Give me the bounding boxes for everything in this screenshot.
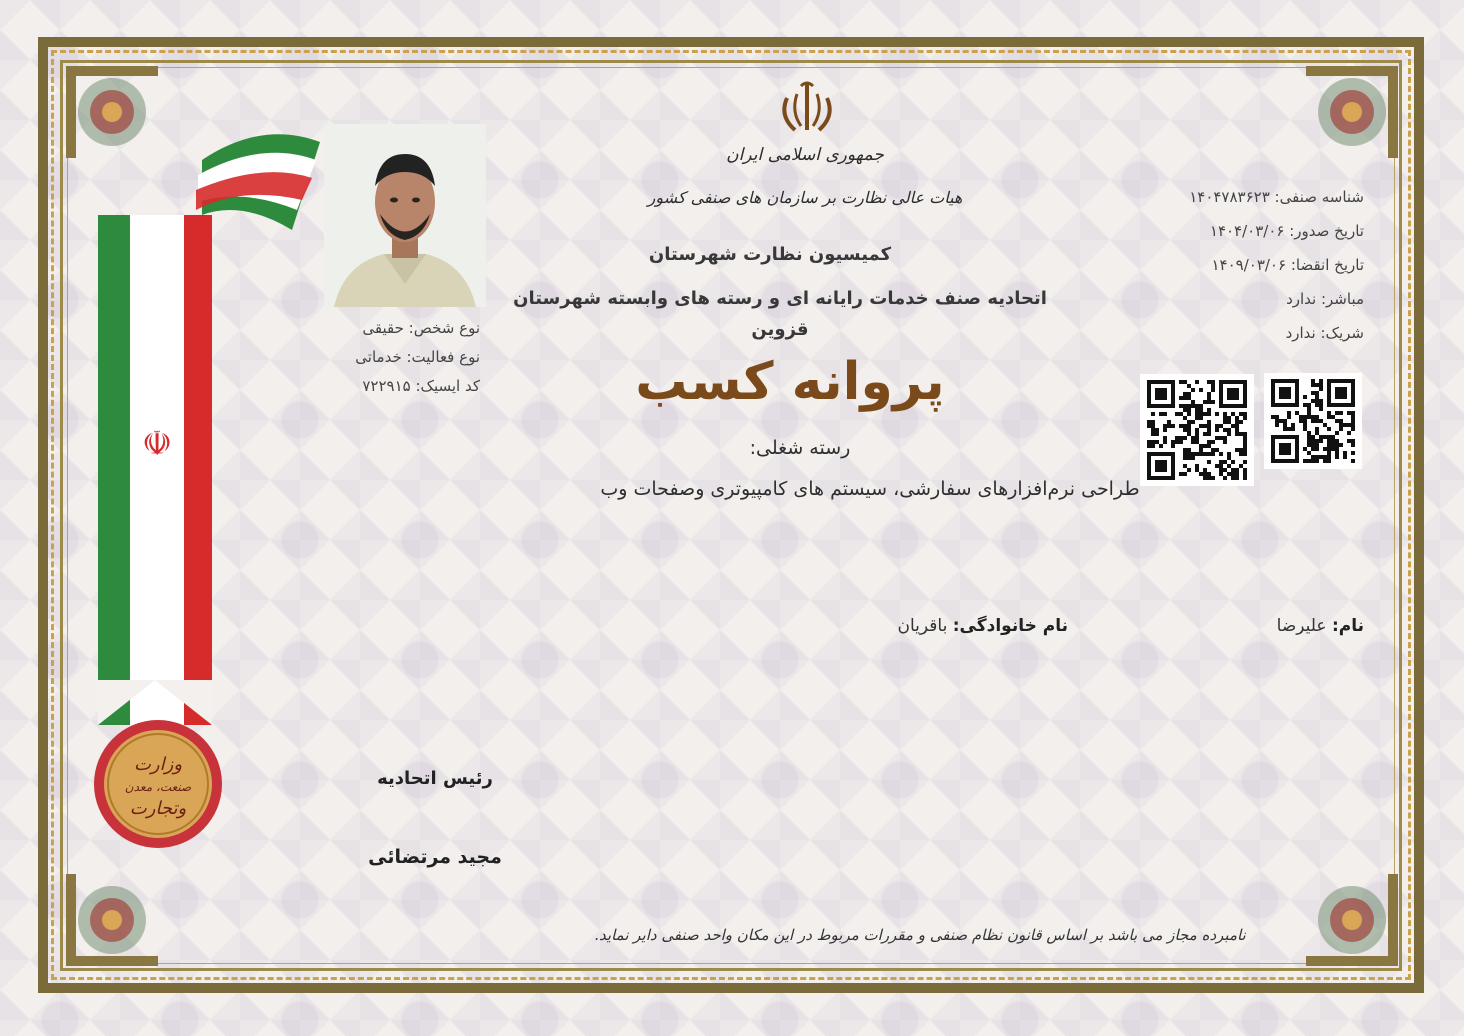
svg-text:☫: ☫	[141, 424, 173, 464]
footer-note: نامبرده مجاز می باشد بر اساس قانون نظام صنفی و مقررات مربوط در این مکان واحد صنفی دایر نماید.	[594, 926, 1246, 944]
first-name-label: نام:	[1331, 616, 1364, 636]
first-name	[1277, 616, 1364, 636]
chair-title: رئیس اتحادیه	[377, 768, 493, 789]
union-line-1: اتحادیه صنف خدمات رایانه ای و رسته های وابسته شهرستان	[513, 288, 1047, 309]
svg-text:صنعت، معدن: صنعت، معدن	[124, 780, 192, 794]
iran-emblem-icon	[773, 80, 841, 138]
business-field-label: رسته شغلی:	[749, 437, 851, 459]
chair-name: مجید مرتضائی	[368, 846, 502, 868]
license-title: پروانه کسب	[635, 352, 945, 412]
manager: مباشر: ندارد	[1286, 290, 1364, 308]
issue-date: تاریخ صدور: ۱۴۰۴/۰۳/۰۶	[1209, 222, 1364, 240]
qr-code-icon[interactable]	[1140, 374, 1254, 486]
family-name-label: نام خانوادگی:	[952, 616, 1068, 636]
guild-id: شناسه صنفی: ۱۴۰۴۷۸۳۶۲۳	[1189, 188, 1364, 206]
family-name	[898, 616, 1069, 636]
republic-text: جمهوری اسلامی ایران	[726, 145, 884, 165]
commission-text: کمیسیون نظارت شهرستان	[648, 244, 892, 265]
corner-ornament-icon	[66, 874, 158, 966]
first-name-value: علیرضا	[1276, 616, 1327, 636]
union-text	[490, 283, 1070, 345]
activity-type: نوع فعالیت: خدماتی	[355, 348, 480, 366]
person-type: نوع شخص: حقیقی	[362, 319, 480, 337]
holder-photo	[324, 124, 486, 307]
partner: شریک: ندارد	[1285, 324, 1364, 342]
union-line-2: قزوین	[751, 319, 809, 340]
svg-text:وزارت: وزارت	[133, 754, 183, 775]
corner-ornament-icon	[1306, 66, 1398, 158]
board-text: هیات عالی نظارت بر سازمان های صنفی کشور	[647, 188, 963, 207]
person-info	[300, 314, 480, 401]
corner-ornament-icon	[1306, 874, 1398, 966]
svg-text:وتجارت: وتجارت	[129, 798, 187, 819]
qr-code-icon[interactable]	[1264, 373, 1362, 469]
family-name-value: باقریان	[897, 616, 948, 636]
license-info	[1104, 180, 1364, 350]
isic-code: کد ایسیک: ۷۲۲۹۱۵	[362, 377, 480, 395]
business-field-value: طراحی نرم‌افزارهای سفارشی، سیستم های کامپیوتری وصفحات وب	[600, 478, 1140, 500]
flag-ribbon-icon	[92, 120, 322, 740]
expiry-date: تاریخ انقضا: ۱۴۰۹/۰۳/۰۶	[1211, 256, 1364, 274]
ministry-seal-icon	[92, 718, 224, 850]
